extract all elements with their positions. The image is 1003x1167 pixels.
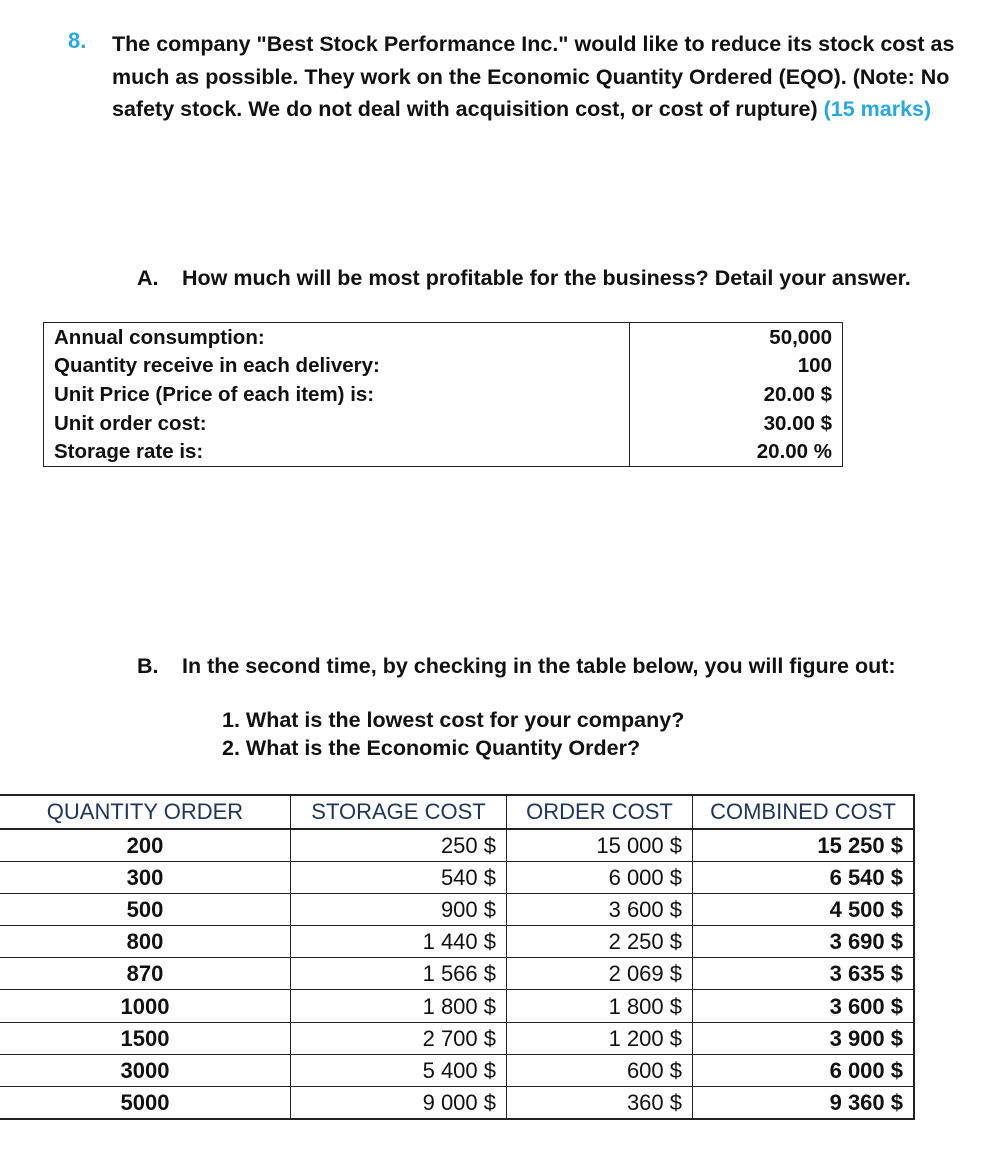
cell-order-cost: 2 069 $ [507,958,693,990]
part-a-text: How much will be most profitable for the business? Detail your answer. [182,266,911,290]
parameter-label: Unit order cost: [44,409,630,438]
cell-quantity: 300 [0,862,291,894]
cell-combined-cost: 6 540 $ [693,862,915,894]
cell-storage-cost: 1 800 $ [291,990,507,1022]
header-quantity-order: QUANTITY ORDER [0,795,291,829]
cell-order-cost: 2 250 $ [507,926,693,958]
parameter-value: 30.00 $ [630,409,843,438]
parameter-row [44,352,843,381]
table-row [0,958,914,990]
parameter-label: Storage rate is: [44,437,630,466]
part-b-heading [0,654,1003,684]
part-a-heading [0,266,1003,296]
parameter-value: 20.00 % [630,437,843,466]
cell-combined-cost: 9 360 $ [693,1086,915,1119]
cell-combined-cost: 3 900 $ [693,1022,915,1054]
question-marks: (15 marks) [823,97,932,121]
parameter-value: 20.00 $ [630,380,843,409]
cell-storage-cost: 250 $ [291,829,507,862]
part-b-question-2: 2. What is the Economic Quantity Order? [222,736,641,760]
cell-order-cost: 1 800 $ [507,990,693,1022]
part-a-letter: A. [137,266,159,290]
parameter-label: Annual consumption: [44,323,630,352]
question-body: The company "Best Stock Performance Inc." would like to reduce its stock cost as much as possible. They work on the Economic Quantity Ordered (EQO). (Note: No safety stock. We do not deal with acquisition cost, or cost of rupture) [112,32,955,121]
cell-order-cost: 360 $ [507,1086,693,1119]
cell-combined-cost: 6 000 $ [693,1054,915,1086]
cell-quantity: 1000 [0,990,291,1022]
table-row [0,1022,914,1054]
cell-order-cost: 1 200 $ [507,1022,693,1054]
cost-table [0,794,915,1120]
cell-quantity: 1500 [0,1022,291,1054]
part-b-text: In the second time, by checking in the table below, you will figure out: [182,654,896,678]
cell-combined-cost: 3 600 $ [693,990,915,1022]
cell-quantity: 3000 [0,1054,291,1086]
cell-order-cost: 600 $ [507,1054,693,1086]
header-combined-cost: COMBINED COST [693,795,915,829]
question-text [112,28,997,126]
cell-storage-cost: 1 440 $ [291,926,507,958]
parameter-label: Quantity receive in each delivery: [44,352,630,381]
cell-combined-cost: 3 690 $ [693,926,915,958]
parameter-row [44,380,843,409]
cell-combined-cost: 3 635 $ [693,958,915,990]
parameter-label: Unit Price (Price of each item) is: [44,380,630,409]
part-b-letter: B. [137,654,159,678]
cost-table-header [0,795,914,829]
question-number: 8. [68,28,87,53]
table-row [0,829,914,862]
part-b-question-1: 1. What is the lowest cost for your company? [222,708,685,732]
table-row [0,990,914,1022]
cell-order-cost: 15 000 $ [507,829,693,862]
cell-quantity: 800 [0,926,291,958]
cell-quantity: 870 [0,958,291,990]
cell-order-cost: 3 600 $ [507,894,693,926]
cell-quantity: 500 [0,894,291,926]
table-row [0,862,914,894]
cell-storage-cost: 1 566 $ [291,958,507,990]
cell-combined-cost: 4 500 $ [693,894,915,926]
cell-storage-cost: 9 000 $ [291,1086,507,1119]
cell-quantity: 200 [0,829,291,862]
cell-order-cost: 6 000 $ [507,862,693,894]
cell-quantity: 5000 [0,1086,291,1119]
cell-storage-cost: 5 400 $ [291,1054,507,1086]
table-row [0,1054,914,1086]
table-row [0,926,914,958]
parameter-value: 50,000 [630,323,843,352]
table-row [0,1086,914,1119]
parameter-row [44,437,843,466]
cell-storage-cost: 900 $ [291,894,507,926]
table-row [0,894,914,926]
parameter-row [44,409,843,438]
cell-storage-cost: 2 700 $ [291,1022,507,1054]
parameters-table [43,322,843,467]
header-order-cost: ORDER COST [507,795,693,829]
parameter-value: 100 [630,352,843,381]
cell-combined-cost: 15 250 $ [693,829,915,862]
cell-storage-cost: 540 $ [291,862,507,894]
header-storage-cost: STORAGE COST [291,795,507,829]
parameter-row [44,323,843,352]
